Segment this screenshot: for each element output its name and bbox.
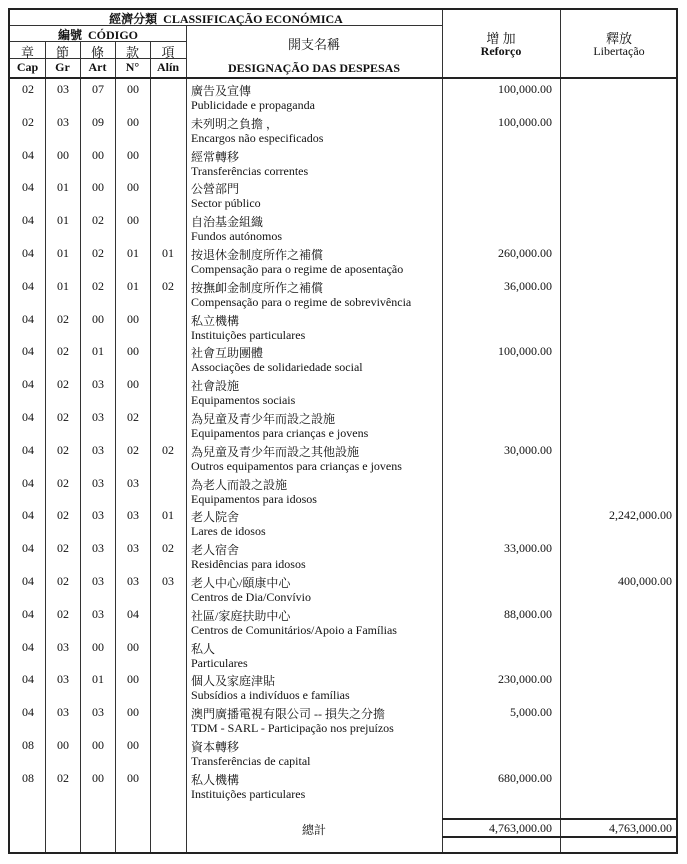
code-cell: 00 [127, 639, 139, 654]
reforco-value: 30,000.00 [504, 442, 552, 457]
code-cell: 03 [57, 705, 69, 720]
code-cell: 02 [22, 114, 34, 129]
table-row [10, 670, 680, 703]
table-row [10, 342, 680, 375]
designation-zh: 公營部門 [191, 182, 240, 197]
code-cell: 03 [127, 541, 139, 556]
designation-zh: 經常轉移 [191, 149, 240, 164]
code-cell: 04 [22, 147, 34, 162]
designation-zh: 未列明之負擔 ， [191, 116, 279, 131]
reforco-value: 88,000.00 [504, 606, 552, 621]
code-cell: 02 [57, 508, 69, 523]
budget-table [8, 8, 678, 854]
code-cell: 00 [57, 147, 69, 162]
table-row [10, 178, 680, 211]
designation-pt: Residências para idosos [191, 557, 306, 572]
table-row [10, 539, 680, 572]
designation-zh: 老人院舍 [191, 510, 240, 525]
designation-zh: 按退休金制度所作之補償 [191, 248, 324, 262]
code-cell: 01 [162, 246, 174, 260]
designation-pt: Transferências de capital [191, 754, 311, 768]
reforco-value: 680,000.00 [498, 770, 552, 785]
libertacao-pt: Libertação [593, 44, 645, 58]
col-zh-0: 章 [20, 45, 34, 60]
code-cell: 04 [22, 672, 34, 687]
code-cell: 04 [22, 311, 34, 326]
table-row [10, 605, 680, 638]
col-pt-3: N° [125, 60, 140, 74]
libertacao-zh: 釋放 [605, 31, 632, 46]
table-row [10, 506, 680, 539]
title-pt: CLASSIFICAÇÃO ECONÓMICA [163, 12, 343, 26]
code-cell: 00 [127, 147, 139, 162]
code-cell: 00 [127, 82, 139, 96]
code-cell: 04 [22, 606, 34, 621]
code-cell: 03 [92, 377, 104, 392]
designation-zh: 澳門廣播電視有限公司 -- 損失之分擔 [191, 707, 385, 722]
code-cell: 04 [22, 705, 34, 720]
table-row [10, 441, 680, 474]
code-cell: 00 [127, 738, 139, 752]
designation-pt: Encargos não especificados [191, 130, 324, 145]
designation-zh: 自治基金組織 [191, 215, 264, 230]
table-row [10, 408, 680, 441]
designation-pt: Instituições particulares [191, 786, 306, 801]
col-pt-4: Alín [156, 60, 179, 74]
code-cell: 01 [57, 246, 69, 260]
code-cell: 00 [127, 377, 139, 392]
code-cell: 03 [127, 475, 139, 490]
code-cell: 01 [92, 344, 104, 359]
code-cell: 00 [127, 344, 139, 359]
code-cell: 03 [92, 705, 104, 720]
code-cell: 02 [127, 410, 139, 424]
code-cell: 04 [22, 541, 34, 556]
code-cell: 04 [22, 574, 34, 588]
reforco-zh: 增 加 [486, 31, 516, 46]
reforco-value: 100,000.00 [498, 82, 552, 96]
reforco-value: 36,000.00 [504, 278, 552, 293]
code-cell: 04 [22, 377, 34, 392]
col-zh-2: 條 [90, 45, 104, 60]
total-reforco: 4,763,000.00 [489, 821, 552, 835]
designation-zh: 老人宿舍 [191, 543, 240, 558]
code-cell: 03 [92, 475, 104, 490]
code-cell: 00 [127, 311, 139, 326]
code-cell: 00 [127, 213, 139, 228]
libertacao-value: 400,000.00 [618, 574, 672, 588]
reforco-value: 260,000.00 [498, 246, 552, 260]
code-cell: 03 [127, 574, 139, 588]
reforco-value: 100,000.00 [498, 344, 552, 359]
code-cell: 04 [22, 344, 34, 359]
designation-zh: 廣告及宣傳 [191, 84, 252, 98]
code-cell: 04 [22, 246, 34, 260]
code-cell: 04 [22, 475, 34, 490]
designation-zh: 私立機構 [191, 313, 240, 328]
desc-pt: DESIGNAÇÃO DAS DESPESAS [227, 61, 401, 75]
code-cell: 00 [92, 770, 104, 785]
divider [442, 836, 678, 838]
code-cell: 04 [22, 508, 34, 523]
code-cell: 03 [92, 541, 104, 556]
designation-zh: 資本轉移 [191, 740, 240, 754]
designation-pt: Compensação para o regime de aposentação [191, 262, 404, 276]
designation-pt: Subsídios a indivíduos e famílias [191, 688, 350, 703]
designation-pt: Equipamentos para idosos [191, 491, 317, 506]
code-cell: 04 [22, 442, 34, 457]
code-cell: 00 [127, 114, 139, 129]
designation-pt: Transferências correntes [191, 163, 309, 178]
code-cell: 02 [57, 311, 69, 326]
table-row [10, 769, 680, 802]
code-cell: 01 [127, 246, 139, 260]
table-row [10, 80, 680, 113]
total-libertacao: 4,763,000.00 [609, 821, 672, 835]
designation-pt: Lares de idosos [191, 524, 266, 539]
table-row [10, 277, 680, 310]
code-cell: 02 [57, 606, 69, 621]
code-cell: 00 [127, 672, 139, 687]
code-cell: 02 [162, 278, 174, 293]
reforco-pt: Reforço [480, 44, 522, 58]
designation-zh: 私人 [191, 641, 216, 656]
designation-pt: Outros equipamentos para crianças e jovens [191, 458, 402, 473]
code-cell: 02 [22, 82, 34, 96]
table-row [10, 146, 680, 179]
reforco-value: 100,000.00 [498, 114, 552, 129]
table-row [10, 244, 680, 277]
table-row [10, 211, 680, 244]
col-zh-1: 節 [55, 45, 69, 60]
code-cell: 02 [57, 377, 69, 392]
total-label: 總計 [301, 823, 326, 837]
code-cell: 02 [92, 278, 104, 293]
code-cell: 08 [22, 738, 34, 752]
designation-pt: Publicidade e propaganda [191, 98, 315, 112]
designation-pt: Centros de Comunitários/Apoio a Famílias [191, 622, 397, 637]
designation-pt: Instituições particulares [191, 327, 306, 342]
designation-zh: 私人機構 [191, 772, 240, 787]
code-cell: 04 [22, 213, 34, 228]
table-row [10, 310, 680, 343]
code-cell: 03 [92, 606, 104, 621]
code-cell: 04 [22, 180, 34, 195]
table-row [10, 703, 680, 736]
title-zh: 經濟分類 [109, 12, 158, 26]
code-cell: 02 [127, 442, 139, 457]
code-cell: 01 [57, 213, 69, 228]
col-zh-3: 款 [125, 45, 139, 60]
designation-zh: 社會互助團體 [191, 346, 264, 361]
code-cell: 03 [92, 442, 104, 457]
code-pt: CÓDIGO [88, 28, 139, 42]
designation-pt: Compensação para o regime de sobrevivência [191, 294, 412, 309]
code-cell: 02 [92, 213, 104, 228]
code-cell: 01 [127, 278, 139, 293]
code-cell: 08 [22, 770, 34, 785]
designation-pt: Equipamentos sociais [191, 393, 296, 408]
table-row [10, 572, 680, 605]
code-cell: 02 [57, 475, 69, 490]
code-cell: 03 [92, 508, 104, 523]
code-cell: 00 [92, 147, 104, 162]
designation-zh: 社區/家庭扶助中心 [191, 608, 291, 623]
designation-pt: Associações de solidariedade social [191, 360, 363, 375]
reforco-value: 230,000.00 [498, 672, 552, 687]
table-row [10, 474, 680, 507]
code-cell: 00 [92, 639, 104, 654]
code-cell: 02 [92, 246, 104, 260]
code-cell: 03 [57, 672, 69, 687]
divider [442, 818, 678, 820]
code-cell: 02 [57, 541, 69, 556]
designation-zh: 按撫卹金制度所作之補償 [191, 280, 324, 295]
code-cell: 02 [162, 442, 174, 457]
col-zh-4: 項 [161, 45, 175, 60]
code-cell: 02 [57, 410, 69, 424]
code-cell: 03 [57, 639, 69, 654]
code-cell: 02 [57, 442, 69, 457]
code-cell: 02 [57, 574, 69, 588]
divider [10, 77, 678, 79]
designation-zh: 為兒童及青少年而設之其他設施 [191, 444, 360, 459]
code-cell: 00 [92, 180, 104, 195]
table-row [10, 638, 680, 671]
code-cell: 01 [57, 180, 69, 195]
code-cell: 03 [92, 410, 104, 424]
desc-zh: 開支名稱 [287, 37, 340, 52]
col-pt-2: Art [88, 60, 107, 74]
code-cell: 03 [162, 574, 174, 588]
designation-pt: Fundos autónomos [191, 229, 283, 244]
code-cell: 04 [127, 606, 139, 621]
code-cell: 00 [127, 770, 139, 785]
code-cell: 00 [92, 738, 104, 752]
code-cell: 09 [92, 114, 104, 129]
designation-zh: 為兒童及青少年而設之設施 [191, 412, 336, 426]
reforco-value: 5,000.00 [510, 705, 552, 720]
designation-zh: 為老人而設之設施 [191, 477, 288, 492]
code-cell: 00 [92, 311, 104, 326]
code-cell: 04 [22, 410, 34, 424]
code-cell: 03 [127, 508, 139, 523]
code-cell: 04 [22, 278, 34, 293]
code-cell: 02 [57, 344, 69, 359]
designation-pt: Sector público [191, 196, 261, 211]
code-cell: 01 [92, 672, 104, 687]
code-cell: 00 [127, 705, 139, 720]
code-cell: 02 [162, 541, 174, 556]
code-zh: 編號 [57, 28, 82, 42]
designation-pt: TDM - SARL - Participação nos prejuízos [191, 721, 394, 736]
table-row [10, 113, 680, 146]
reforco-value: 33,000.00 [504, 541, 552, 556]
code-cell: 00 [57, 738, 69, 752]
designation-zh: 個人及家庭津貼 [191, 674, 276, 689]
table-row [10, 375, 680, 408]
code-cell: 07 [92, 82, 104, 96]
code-cell: 03 [57, 82, 69, 96]
code-cell: 04 [22, 639, 34, 654]
code-cell: 01 [57, 278, 69, 293]
designation-zh: 社會設施 [191, 379, 240, 394]
code-cell: 02 [57, 770, 69, 785]
col-pt-1: Gr [55, 60, 70, 74]
designation-pt: Centros de Dia/Convívio [191, 590, 311, 604]
libertacao-value: 2,242,000.00 [609, 508, 672, 523]
code-cell: 03 [92, 574, 104, 588]
designation-pt: Particulares [191, 655, 248, 670]
code-cell: 00 [127, 180, 139, 195]
code-cell: 03 [57, 114, 69, 129]
table-row [10, 736, 680, 769]
designation-zh: 老人中心/頤康中心 [191, 576, 291, 590]
code-cell: 01 [162, 508, 174, 523]
designation-pt: Equipamentos para crianças e jovens [191, 426, 369, 440]
col-pt-0: Cap [16, 60, 39, 74]
